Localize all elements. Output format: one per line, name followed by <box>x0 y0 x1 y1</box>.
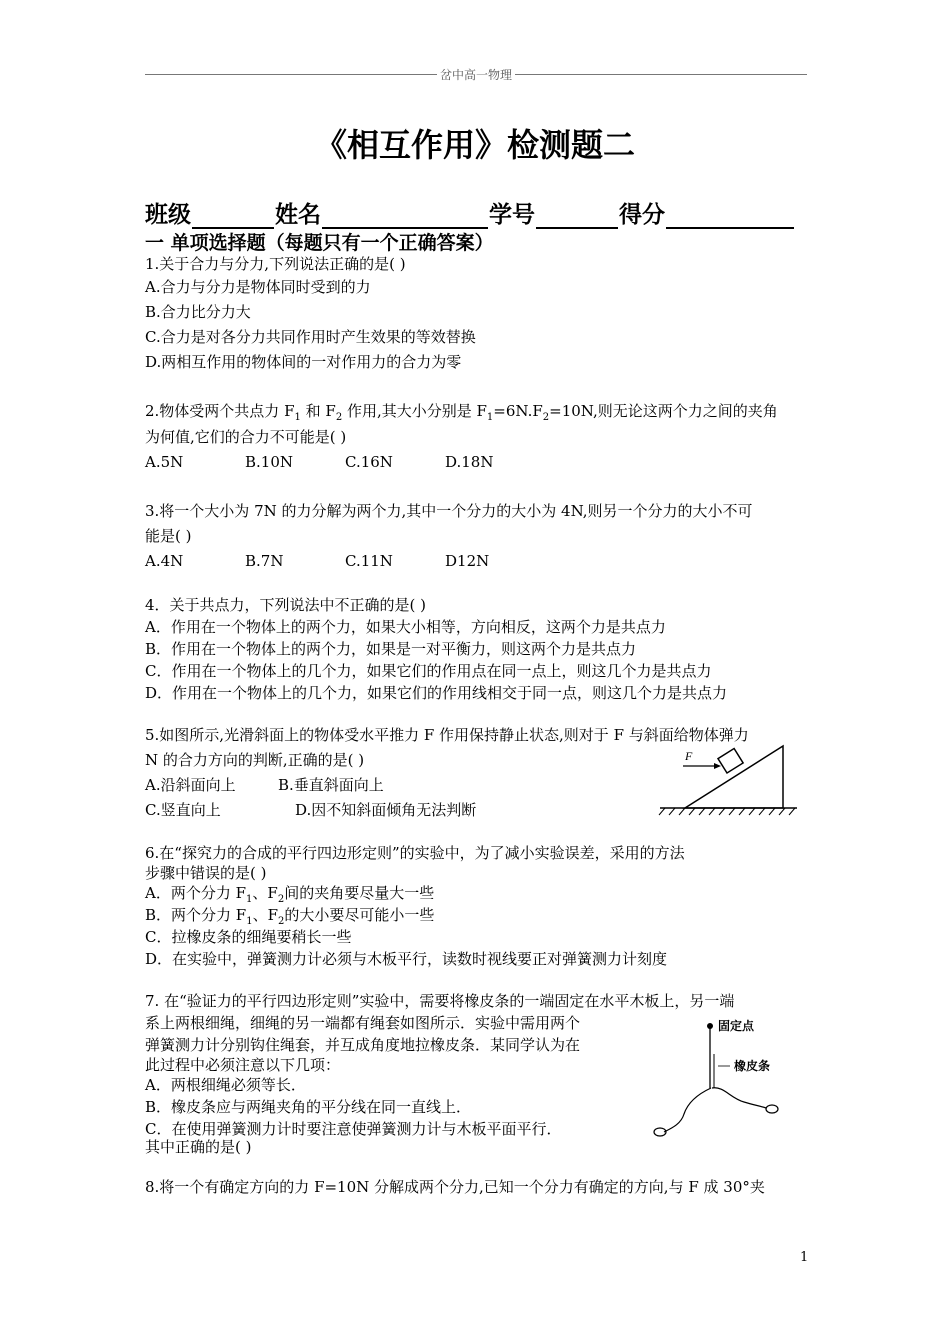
q3-option-a: A.4N <box>145 552 184 570</box>
q4-option-a: A．作用在一个物体上的两个力，如果大小相等，方向相反，这两个力是共点力 <box>145 618 666 636</box>
class-label: 班级 <box>145 202 191 228</box>
q8-stem-line1: 8.将一个有确定方向的力 F=10N 分解成两个分力,已知一个分力有确定的方向,与 F 成 30°夹 <box>145 1178 765 1196</box>
q3-option-c: C.11N <box>345 552 393 570</box>
q2-stem-line1 <box>145 402 778 427</box>
q7-stem-line3: 弹簧测力计分别钩住绳套，并互成角度地拉橡皮条．某同学认为在 <box>145 1036 581 1054</box>
q5-option-d: D.因不知斜面倾角无法判断 <box>295 801 477 819</box>
q6-subscript: 2 <box>278 916 285 927</box>
header-text: 岔中高一物理 <box>440 68 513 82</box>
q7-option-b: B．橡皮条应与两绳夹角的平分线在同一直线上． <box>145 1098 472 1116</box>
q1-option-c: C.合力是对各分力共同作用时产生效果的等效替换 <box>145 328 476 346</box>
q2-text-part: 和 F <box>300 402 336 420</box>
q2-text-part: =10N,则无论这两个力之间的夹角 <box>549 402 778 420</box>
q4-option-c: C．作用在一个物体上的几个力，如果它们的作用点在同一点上，则这几个力是共点力 <box>145 662 712 680</box>
q2-subscript: 2 <box>542 412 550 423</box>
arrow-head <box>714 763 721 769</box>
q6-text-part: 的大小要尽可能小一些 <box>284 906 435 924</box>
q3-stem-line1: 3.将一个大小为 7N 的力分解为两个力,其中一个分力的大小为 4N,则另一个分力的大小不可 <box>145 502 753 520</box>
page-number: 1 <box>800 1250 809 1265</box>
q7-option-a: A．两根细绳必须等长． <box>145 1076 306 1094</box>
q6-text-part: 、F <box>252 906 278 924</box>
q1-option-d: D.两相互作用的物体间的一对作用力的合力为零 <box>145 353 462 371</box>
q4-stem: 4．关于共点力，下列说法中不正确的是( ) <box>145 596 427 614</box>
q6-stem-line2: 步骤中错误的是( ) <box>145 864 267 882</box>
section-heading: 一 单项选择题（每题只有一个正确答案） <box>145 232 494 254</box>
q6-subscript: 1 <box>246 916 253 927</box>
name-blank[interactable] <box>322 203 488 229</box>
score-blank[interactable] <box>666 203 794 229</box>
page-title: 《相互作用》检测题二 <box>314 126 635 164</box>
q6-subscript: 1 <box>246 894 253 905</box>
header-rule-right <box>515 74 807 75</box>
q6-text-part: B．两个分力 F <box>145 906 247 924</box>
q7-stem-line4: 此过程中必须注意以下几项： <box>145 1056 341 1074</box>
q7-answer-prompt: 其中正确的是( ) <box>145 1138 252 1156</box>
q6-text-part: 间的夹角要尽量大一些 <box>284 884 435 902</box>
q2-subscript: 1 <box>486 412 494 423</box>
q6-subscript: 2 <box>277 894 285 905</box>
fixed-point-label: 固定点 <box>718 1019 755 1033</box>
id-label: 学号 <box>489 202 535 228</box>
class-blank[interactable] <box>192 203 274 229</box>
q6-option-d: D．在实验中，弹簧测力计必须与木板平行，读数时视线要正对弹簧测力计刻度 <box>145 950 668 968</box>
q2-option-c: C.16N <box>345 453 393 471</box>
student-info-line <box>145 196 795 229</box>
q5-option-c: C.竖直向上 <box>145 801 221 819</box>
q5-option-a: A.沿斜面向上 <box>145 776 236 794</box>
q6-text-part: A．两个分力 F <box>145 884 247 902</box>
q7-stem-line1: 7. 在“验证力的平行四边形定则”实验中，需要将橡皮条的一端固定在水平木板上，另一端 <box>145 992 735 1010</box>
page-header <box>145 66 807 83</box>
q3-stem-line2: 能是( ) <box>145 527 192 545</box>
q2-text-part: 作用,其大小分别是 F <box>342 402 487 420</box>
q5-option-b: B.垂直斜面向上 <box>278 776 384 794</box>
q2-stem-line2: 为何值,它们的合力不可能是( ) <box>145 428 347 446</box>
q6-stem-line1: 6.在“探究力的合成的平行四边形定则”的实验中，为了减小实验误差，采用的方法 <box>145 844 685 862</box>
q5-stem-line2: N 的合力方向的判断,正确的是( ) <box>145 751 365 769</box>
q2-text-part: =6N.F <box>493 402 543 420</box>
q2-text-part: 2.物体受两个共点力 F <box>145 402 295 420</box>
string-left <box>664 1088 711 1132</box>
q1-option-a: A.合力与分力是物体同时受到的力 <box>145 278 371 296</box>
q2-option-d: D.18N <box>445 453 494 471</box>
q2-option-a: A.5N <box>145 453 184 471</box>
q1-option-b: B.合力比分力大 <box>145 303 251 321</box>
q4-option-d: D．作用在一个物体上的几个力，如果它们的作用线相交于同一点，则这几个力是共点力 <box>145 684 728 702</box>
score-label: 得分 <box>619 202 665 228</box>
force-label: F <box>685 749 693 763</box>
rubber-band-figure <box>648 1014 798 1140</box>
q2-subscript: 1 <box>294 412 301 423</box>
loop-right <box>766 1105 778 1113</box>
q7-stem-line2: 系上两根细绳，细绳的另一端都有绳套如图所示．实验中需用两个 <box>145 1014 581 1032</box>
string-right <box>712 1088 766 1108</box>
q2-subscript: 2 <box>335 412 343 423</box>
q4-option-b: B．作用在一个物体上的两个力，如果是一对平衡力，则这两个力是共点力 <box>145 640 637 658</box>
name-label: 姓名 <box>275 202 321 228</box>
q6-text-part: 、F <box>252 884 278 902</box>
incline-figure <box>655 740 805 816</box>
block <box>718 749 743 773</box>
q6-option-c: C．拉橡皮条的细绳要稍长一些 <box>145 928 352 946</box>
q7-option-c: C．在使用弹簧测力计时要注意使弹簧测力计与木板平面平行． <box>145 1120 562 1138</box>
q3-option-b: B.7N <box>245 552 284 570</box>
rubber-band-label: 橡皮条 <box>734 1059 771 1073</box>
q1-stem: 1.关于合力与分力,下列说法正确的是( ) <box>145 255 406 273</box>
q5-stem-line1: 5.如图所示,光滑斜面上的物体受水平推力 F 作用保持静止状态,则对于 F 与斜面给物体弹力 <box>145 726 749 744</box>
q3-option-d: D12N <box>445 552 490 570</box>
header-rule-left <box>145 74 437 75</box>
q2-option-b: B.10N <box>245 453 294 471</box>
id-blank[interactable] <box>536 203 618 229</box>
